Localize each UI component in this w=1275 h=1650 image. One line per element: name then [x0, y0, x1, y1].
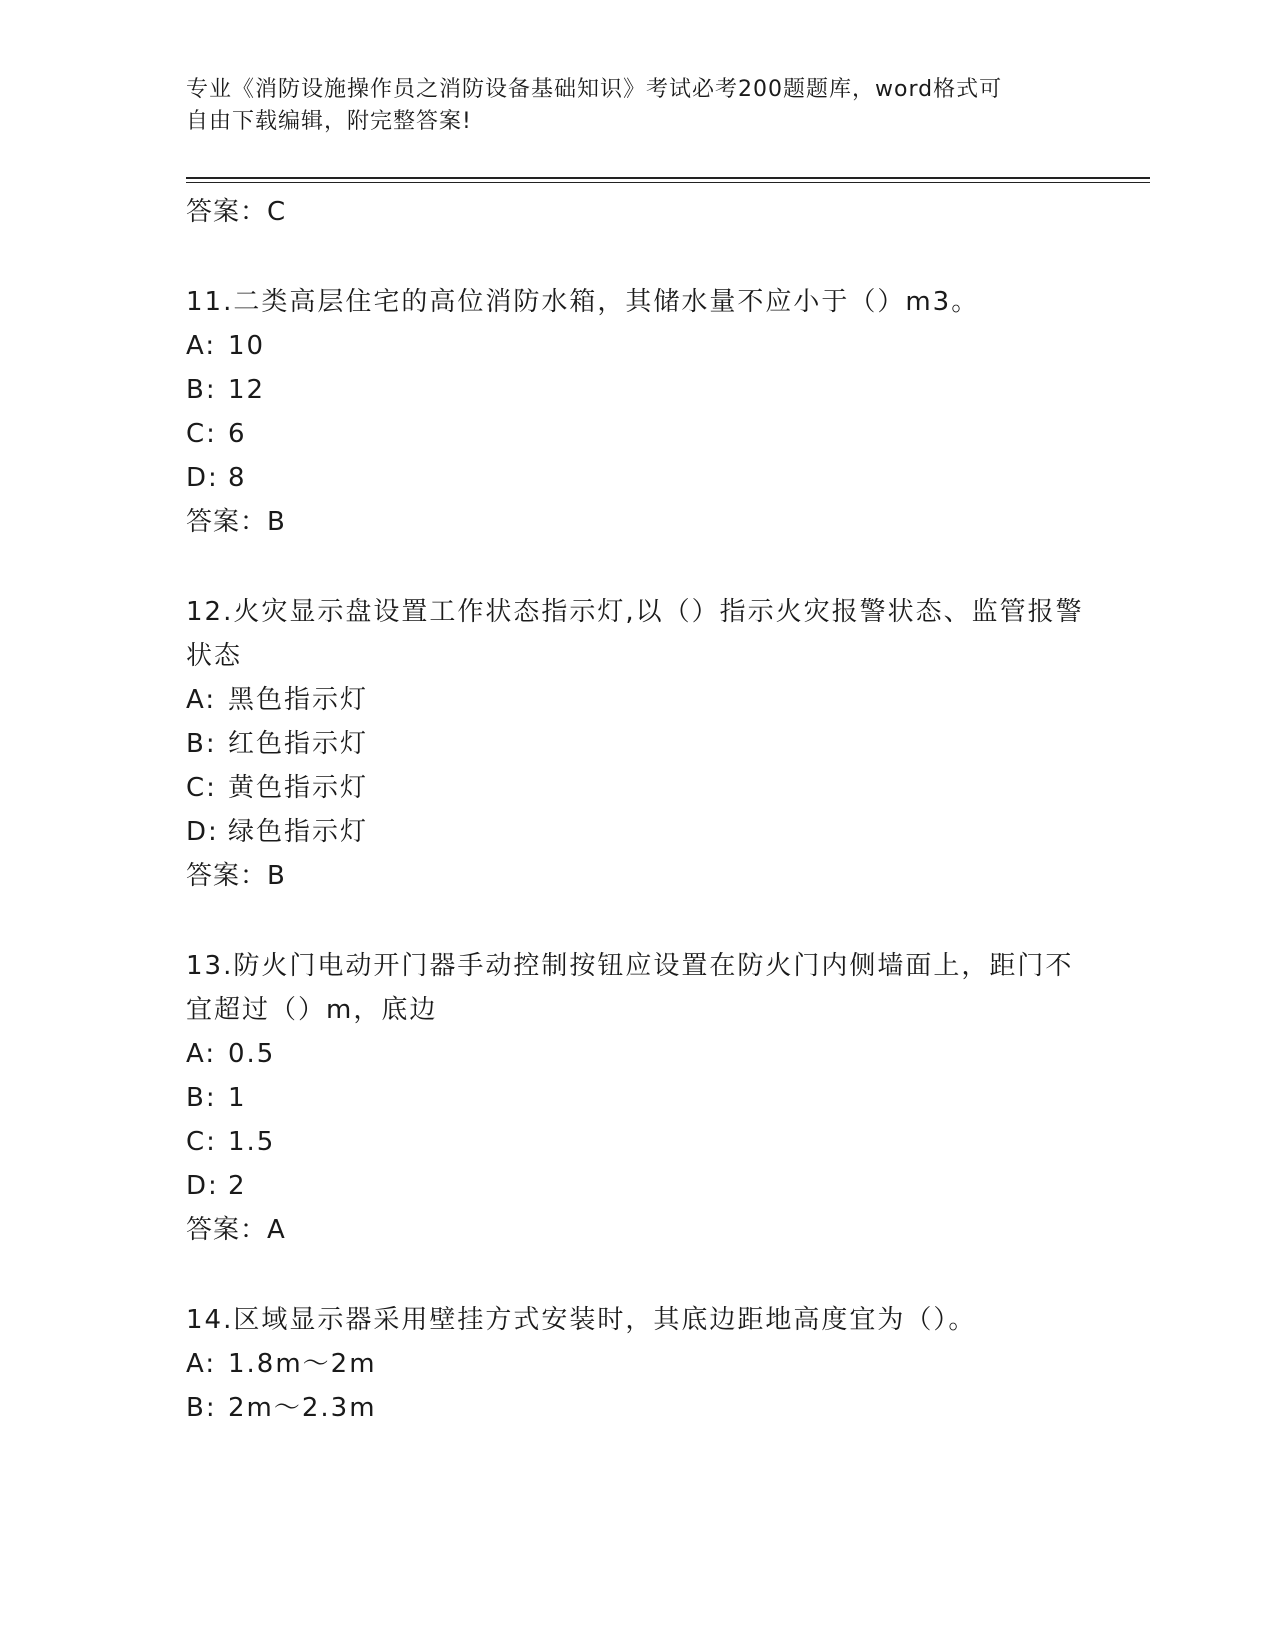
option-item [186, 1120, 1086, 1164]
option-value: 1.5 [228, 1127, 276, 1157]
option-key: C: [186, 419, 217, 449]
question-item [186, 280, 1086, 544]
option-value: 6 [228, 419, 247, 449]
header-line-1: 专业《消防设施操作员之消防设备基础知识》考试必考200题题库，word格式可 [186, 77, 1003, 102]
answer-label: 答案：A [186, 1215, 286, 1245]
option-item [186, 1076, 1086, 1120]
option-key: D: [186, 817, 219, 847]
header-divider [186, 177, 1150, 183]
answer-label: 答案：B [186, 861, 286, 891]
option-key: D: [186, 463, 219, 493]
option-item [186, 678, 1086, 722]
question-item [186, 944, 1086, 1252]
question-text: 13.防火门电动开门器手动控制按钮应设置在防火门内侧墙面上，距门不宜超过（）m，底边 [186, 951, 1074, 1025]
option-value: 2m～2.3m [228, 1393, 377, 1423]
option-key: C: [186, 773, 217, 803]
header-line-2: 自由下载编辑，附完整答案! [186, 109, 472, 134]
question-item [186, 590, 1086, 898]
answer-label: 答案：B [186, 507, 286, 537]
option-value: 1.8m～2m [228, 1349, 377, 1379]
option-value: 黄色指示灯 [228, 773, 369, 803]
option-item [186, 456, 1086, 500]
option-value: 12 [228, 375, 266, 405]
option-item [186, 766, 1086, 810]
option-key: D: [186, 1171, 219, 1201]
option-value: 0.5 [228, 1039, 276, 1069]
option-key: A: [186, 1039, 217, 1069]
option-item [186, 722, 1086, 766]
option-item [186, 1164, 1086, 1208]
option-value: 红色指示灯 [228, 729, 369, 759]
option-item [186, 412, 1086, 456]
option-key: B: [186, 1393, 217, 1423]
question-text: 12.火灾显示盘设置工作状态指示灯,以（）指示火灾报警状态、监管报警状态 [186, 597, 1084, 671]
option-value: 1 [228, 1083, 247, 1113]
option-key: B: [186, 375, 217, 405]
option-key: B: [186, 729, 217, 759]
option-value: 绿色指示灯 [228, 817, 369, 847]
option-key: A: [186, 331, 217, 361]
option-key: A: [186, 1349, 217, 1379]
option-item [186, 324, 1086, 368]
answer-label: 答案：C [186, 197, 287, 227]
option-value: 2 [228, 1171, 247, 1201]
option-key: A: [186, 685, 217, 715]
option-item [186, 1032, 1086, 1076]
question-text: 11.二类高层住宅的高位消防水箱，其储水量不应小于（）m3。 [186, 287, 980, 317]
question-item [186, 1298, 1086, 1430]
option-item [186, 1386, 1086, 1430]
option-item [186, 810, 1086, 854]
question-text: 14.区域显示器采用壁挂方式安装时，其底边距地高度宜为（）。 [186, 1305, 977, 1335]
document-header [186, 74, 1066, 138]
option-item [186, 1342, 1086, 1386]
option-value: 8 [228, 463, 247, 493]
option-item [186, 368, 1086, 412]
option-key: B: [186, 1083, 217, 1113]
option-value: 10 [228, 331, 266, 361]
question-list [186, 190, 1086, 1430]
option-value: 黑色指示灯 [228, 685, 369, 715]
option-key: C: [186, 1127, 217, 1157]
